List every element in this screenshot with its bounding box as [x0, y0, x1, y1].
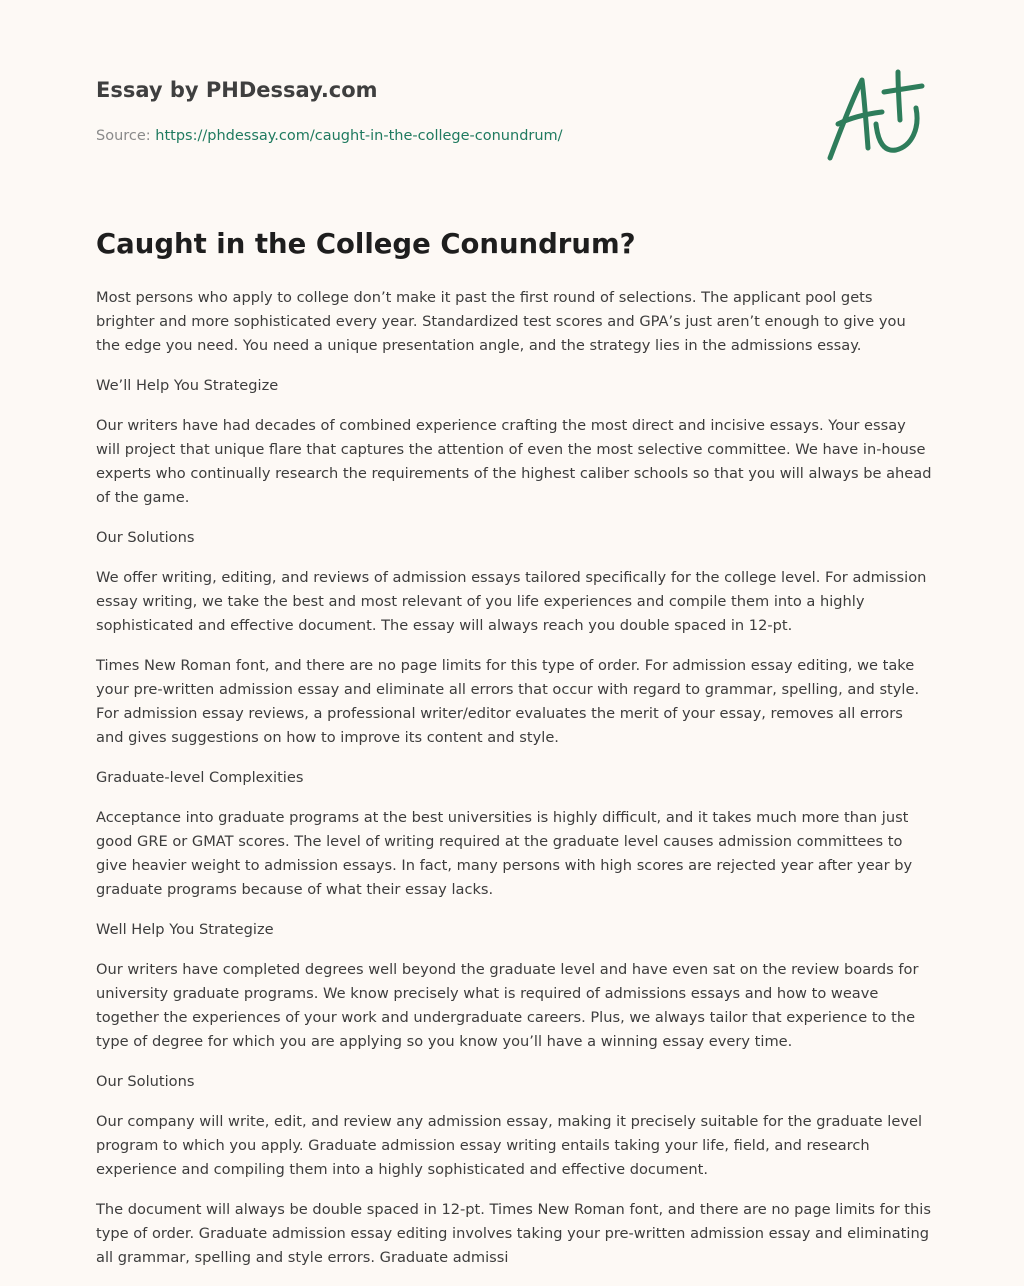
source-link[interactable]: https://phdessay.com/caught-in-the-college-conundrum/	[155, 128, 563, 144]
essay-paragraph: Our writers have completed degrees well beyond the graduate level and have even sat on the review boards for university graduate programs. We know precisely what is required of admissions essays and how to weave together the experiences of your work and undergraduate careers. Plus, we always tailor that experience to the type of degree for which you are applying so you know you’ll have a winning essay every time.	[96, 961, 919, 1050]
section-heading: Our Solutions	[96, 1073, 195, 1090]
document-header	[96, 76, 796, 146]
essay-content	[96, 224, 932, 1286]
essay-title: Caught in the College Conundrum?	[96, 228, 636, 260]
section-heading: Graduate-level Complexities	[96, 769, 304, 786]
essay-paragraph: Times New Roman font, and there are no page limits for this type of order. For admission essay editing, we take your pre-written admission essay and eliminate all errors that occur with regard to grammar, spelling, and style. For admission essay reviews, a professional writer/editor evaluates the merit of your essay, removes all errors and gives suggestions on how to improve its content and style.	[96, 657, 920, 746]
site-title: Essay by PHDessay.com	[96, 78, 378, 102]
essay-paragraph: We offer writing, editing, and reviews of admission essays tailored specifically for the college level. For admission essay writing, we take the best and most relevant of you life experiences and compile them into a highly sophisticated and effective document. The essay will always reach you double spaced in 12-pt.	[96, 569, 927, 634]
source-line	[96, 126, 796, 146]
essay-paragraph: Acceptance into graduate programs at the best universities is highly difficult, and it takes much more than just good GRE or GMAT scores. The level of writing required at the graduate level causes admission committees to give heavier weight to admission essays. In fact, many persons with high scores are rejected year after year by graduate programs because of what their essay lacks.	[96, 809, 913, 898]
a-plus-logo-icon	[820, 66, 930, 166]
section-heading: Our Solutions	[96, 529, 195, 546]
section-heading: Well Help You Strategize	[96, 921, 274, 938]
essay-paragraph: The document will always be double spaced in 12-pt. Times New Roman font, and there are no page limits for this type of order. Graduate admission essay editing involves taking your pre-written admission essay and eliminating all grammar, spelling and style errors. Graduate admissi	[96, 1201, 931, 1266]
essay-paragraph: Our writers have had decades of combined experience crafting the most direct and incisive essays. Your essay will project that unique flare that captures the attention of even the most selective committee. We have in-house experts who continually research the requirements of the highest caliber schools so that you will always be ahead of the game.	[96, 417, 932, 506]
essay-paragraph: Most persons who apply to college don’t make it past the first round of selections. The applicant pool gets brighter and more sophisticated every year. Standardized test scores and GPA’s just aren’t enough to give you the edge you need. You need a unique presentation angle, and the strategy lies in the admissions essay.	[96, 289, 906, 354]
source-label: Source:	[96, 128, 151, 144]
essay-paragraph: Our company will write, edit, and review any admission essay, making it precisely suitable for the graduate level program to which you apply. Graduate admission essay writing entails taking your life, field, and research experience and compiling them into a highly sophisticated and effective document.	[96, 1113, 922, 1178]
section-heading: We’ll Help You Strategize	[96, 377, 279, 394]
